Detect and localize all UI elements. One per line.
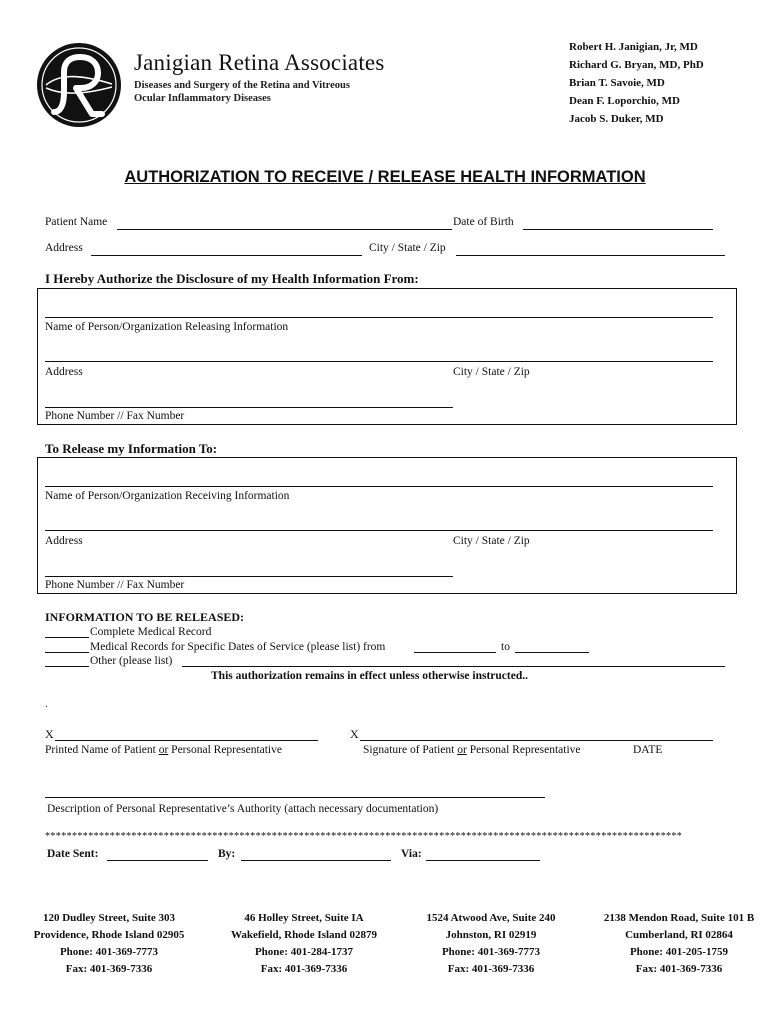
separator-stars: ********************************************************************************************************************** [45, 831, 683, 842]
patient-address-field[interactable] [91, 255, 362, 256]
location-city: Johnston, RI 02919 [445, 929, 537, 941]
practice-tagline-inflammatory: Ocular Inflammatory Diseases [134, 93, 271, 104]
dob-label: Date of Birth [453, 216, 514, 228]
complete-record-blank[interactable] [45, 637, 89, 638]
receiving-org-name-label: Name of Person/Organization Receiving Information [45, 490, 290, 502]
doctor-name: Dean F. Loporchio, MD [569, 95, 680, 107]
via-field[interactable] [426, 860, 540, 861]
location-fax: Fax: 401-369-7336 [447, 963, 535, 975]
releasing-org-phone-label: Phone Number // Fax Number [45, 410, 185, 422]
receiving-org-phone-label: Phone Number // Fax Number [45, 579, 185, 591]
signature-x: X [350, 727, 359, 741]
doctor-name: Robert H. Janigian, Jr, MD [569, 41, 698, 53]
location-street: 2138 Mendon Road, Suite 101 B [603, 912, 755, 924]
patient-name-field[interactable] [117, 229, 452, 230]
doctor-list [569, 38, 704, 128]
complete-record-label: Complete Medical Record [90, 626, 212, 638]
releasing-org-phone-field[interactable] [45, 407, 453, 408]
dob-field[interactable] [523, 229, 713, 230]
receiving-org-address-label: Address [45, 535, 83, 547]
location-city: Providence, Rhode Island 02905 [33, 929, 185, 941]
date-label: DATE [633, 744, 663, 756]
info-released-heading: INFORMATION TO BE RELEASED: [45, 610, 245, 624]
location-wakefield [215, 910, 393, 978]
disclose-from-box [37, 288, 737, 425]
location-street: 120 Dudley Street, Suite 303 [42, 912, 176, 924]
doctor-name: Jacob S. Duker, MD [569, 113, 664, 125]
form-title: AUTHORIZATION TO RECEIVE / RELEASE HEALTH INFORMATION [124, 168, 646, 186]
other-blank[interactable] [45, 666, 89, 667]
location-providence [20, 910, 198, 978]
doctor-name: Richard G. Bryan, MD, PhD [569, 59, 704, 71]
printed-name-x: X [45, 727, 54, 741]
patient-city-field[interactable] [456, 255, 725, 256]
patient-city-label: City / State / Zip [369, 242, 446, 254]
patient-name-label: Patient Name [45, 216, 108, 228]
authority-label: Description of Personal Representative’s Authority (attach necessary documentation) [47, 803, 439, 815]
location-fax: Fax: 401-369-7336 [260, 963, 348, 975]
practice-logo [36, 42, 122, 128]
location-phone: Phone: 401-205-1759 [629, 946, 729, 958]
separator-dot: . [45, 698, 48, 710]
practice-name: Janigian Retina Associates [134, 50, 385, 75]
location-fax: Fax: 401-369-7336 [65, 963, 153, 975]
releasing-org-name-label: Name of Person/Organization Releasing Information [45, 321, 289, 333]
releasing-org-address-field[interactable] [45, 361, 713, 362]
location-cumberland [596, 910, 762, 978]
date-to-field[interactable] [515, 652, 589, 653]
location-fax: Fax: 401-369-7336 [635, 963, 723, 975]
location-phone: Phone: 401-369-7773 [59, 946, 159, 958]
practice-tagline-retina: Diseases and Surgery of the Retina and Vitreous [134, 80, 350, 91]
releasing-org-city-label: City / State / Zip [453, 366, 530, 378]
via-label: Via: [401, 848, 422, 860]
date-from-field[interactable] [414, 652, 496, 653]
release-to-heading: To Release my Information To: [45, 441, 218, 456]
patient-address-label: Address [45, 242, 83, 254]
date-to-label: to [501, 641, 510, 653]
location-phone: Phone: 401-369-7773 [441, 946, 541, 958]
authority-field[interactable] [45, 797, 545, 798]
other-list-field[interactable] [182, 666, 725, 667]
receiving-org-city-label: City / State / Zip [453, 535, 530, 547]
by-label: By: [218, 848, 236, 860]
receiving-org-name-field[interactable] [45, 486, 713, 487]
location-city: Wakefield, Rhode Island 02879 [230, 929, 378, 941]
authorization-notice: This authorization remains in effect unless otherwise instructed.. [211, 670, 528, 682]
release-to-box [37, 457, 737, 594]
by-field[interactable] [241, 860, 391, 861]
receiving-org-phone-field[interactable] [45, 576, 453, 577]
releasing-org-address-label: Address [45, 366, 83, 378]
location-city: Cumberland, RI 02864 [625, 929, 733, 941]
signature-field[interactable] [360, 740, 713, 741]
location-street: 1524 Atwood Ave, Suite 240 [426, 912, 556, 924]
location-phone: Phone: 401-284-1737 [254, 946, 354, 958]
other-label: Other (please list) [90, 655, 173, 667]
date-sent-label: Date Sent: [47, 848, 99, 860]
location-johnston [402, 910, 580, 978]
receiving-org-address-field[interactable] [45, 530, 713, 531]
date-sent-field[interactable] [107, 860, 208, 861]
specific-dates-label: Medical Records for Specific Dates of Service (please list) from [90, 641, 386, 653]
printed-name-label: Printed Name of Patient or Personal Representative [45, 744, 282, 756]
disclose-from-heading: I Hereby Authorize the Disclosure of my Health Information From: [45, 271, 419, 286]
releasing-org-name-field[interactable] [45, 317, 713, 318]
signature-label: Signature of Patient or Personal Representative [363, 744, 581, 756]
location-street: 46 Holley Street, Suite IA [244, 912, 364, 924]
specific-dates-blank[interactable] [45, 652, 89, 653]
printed-name-field[interactable] [55, 740, 318, 741]
doctor-name: Brian T. Savoie, MD [569, 77, 665, 89]
